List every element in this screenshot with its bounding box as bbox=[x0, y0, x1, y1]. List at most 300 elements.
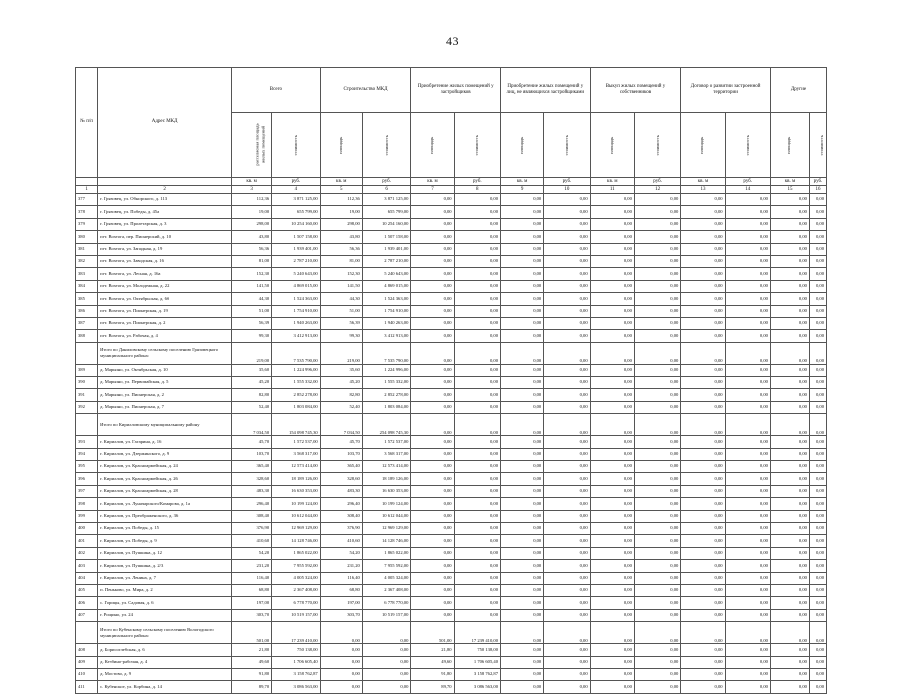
row-value: 0,00 bbox=[725, 485, 770, 497]
row-value: 0,00 bbox=[681, 243, 725, 255]
row-value: 0,00 bbox=[809, 560, 826, 572]
row-value: 1 754 910,00 bbox=[362, 305, 411, 317]
row-value: 68,80 bbox=[232, 584, 272, 596]
row-value: 2 787 210,00 bbox=[272, 255, 321, 267]
row-value: 0,00 bbox=[725, 330, 770, 342]
row-value: 0,00 bbox=[501, 206, 544, 218]
row-value: 0,00 bbox=[634, 206, 680, 218]
row-value: 0,00 bbox=[544, 448, 590, 460]
units-cell: руб. bbox=[544, 178, 590, 186]
row-value: 0,00 bbox=[770, 560, 809, 572]
table-row bbox=[76, 668, 827, 680]
row-number: 405 bbox=[76, 584, 98, 596]
row-value: 91,80 bbox=[411, 668, 454, 680]
table-row bbox=[76, 584, 827, 596]
row-value: 0,00 bbox=[634, 243, 680, 255]
row-number: 404 bbox=[76, 572, 98, 584]
row-value: 0,00 bbox=[725, 231, 770, 243]
row-value: 0,00 bbox=[770, 668, 809, 680]
row-value: 0,00 bbox=[454, 547, 500, 559]
row-value: 219,00 bbox=[232, 342, 272, 364]
row-value: 0,00 bbox=[590, 342, 634, 364]
row-value: 0,00 bbox=[809, 597, 826, 609]
row-value: 0,00 bbox=[501, 389, 544, 401]
header-buyout: Выкуп жилых помещений у собственников bbox=[590, 68, 681, 113]
row-value: 0,00 bbox=[544, 377, 590, 389]
row-value: 0,00 bbox=[590, 461, 634, 473]
row-value: 0,00 bbox=[725, 597, 770, 609]
row-value: 10 519 157,00 bbox=[362, 609, 411, 621]
row-value: 0,00 bbox=[770, 293, 809, 305]
row-value: 10 199 124,00 bbox=[362, 498, 411, 510]
row-value: 483,30 bbox=[232, 485, 272, 497]
row-address: г. Кириллов, ул. Ленина, д. 7 bbox=[98, 572, 232, 584]
row-value: 0,00 bbox=[634, 535, 680, 547]
column-number-cell: 14 bbox=[725, 186, 770, 194]
row-value: 0,00 bbox=[681, 522, 725, 534]
row-value: 303,70 bbox=[320, 609, 362, 621]
row-value: 0,00 bbox=[411, 414, 454, 436]
row-value: 0,00 bbox=[634, 389, 680, 401]
row-value: 1 555 332,00 bbox=[272, 377, 321, 389]
row-value: 0,00 bbox=[809, 401, 826, 413]
row-value: 116,40 bbox=[320, 572, 362, 584]
row-value: 0,00 bbox=[590, 510, 634, 522]
row-value: 197,00 bbox=[320, 597, 362, 609]
row-value: 0,00 bbox=[770, 572, 809, 584]
row-value: 0,00 bbox=[501, 572, 544, 584]
table-row bbox=[76, 609, 827, 621]
row-value: 2 852 278,00 bbox=[272, 389, 321, 401]
column-number-cell: 5 bbox=[320, 186, 362, 194]
row-number: 410 bbox=[76, 668, 98, 680]
row-value: 21,80 bbox=[232, 644, 272, 656]
row-value: 0,00 bbox=[725, 656, 770, 668]
row-value: 0,00 bbox=[454, 597, 500, 609]
table-row bbox=[76, 364, 827, 376]
row-value: 0,00 bbox=[809, 485, 826, 497]
row-value: 17 239 410,00 bbox=[454, 622, 500, 644]
row-value: 0,00 bbox=[681, 364, 725, 376]
row-value: 6 778 770,00 bbox=[362, 597, 411, 609]
row-value: 16 630 353,00 bbox=[272, 485, 321, 497]
row-value: 0,00 bbox=[681, 342, 725, 364]
row-value: 0,00 bbox=[544, 231, 590, 243]
row-value: 0,00 bbox=[501, 547, 544, 559]
row-value: 0,00 bbox=[501, 280, 544, 292]
row-value: 0,00 bbox=[501, 243, 544, 255]
row-value: 0,00 bbox=[501, 668, 544, 680]
row-value: 0,00 bbox=[544, 510, 590, 522]
row-value: 0,00 bbox=[725, 461, 770, 473]
row-value: 0,00 bbox=[411, 498, 454, 510]
row-value: 6 778 770,00 bbox=[272, 597, 321, 609]
row-value: 298,00 bbox=[320, 218, 362, 230]
row-value: 0,00 bbox=[590, 389, 634, 401]
row-value: 2 367 408,00 bbox=[362, 584, 411, 596]
row-address: пгт. Вохтога, ул. Заводская, д. 16 bbox=[98, 255, 232, 267]
row-value: 91,80 bbox=[232, 668, 272, 680]
row-value: 2 787 210,00 bbox=[362, 255, 411, 267]
row-value: 2 852 278,00 bbox=[362, 389, 411, 401]
row-value: 0,00 bbox=[634, 255, 680, 267]
row-value: 0,00 bbox=[681, 597, 725, 609]
row-number: 409 bbox=[76, 656, 98, 668]
row-number: 403 bbox=[76, 560, 98, 572]
row-value: 0,00 bbox=[411, 535, 454, 547]
row-value: 0,00 bbox=[681, 231, 725, 243]
row-value: 0,00 bbox=[454, 389, 500, 401]
row-value: 0,00 bbox=[725, 547, 770, 559]
row-value: 0,00 bbox=[544, 560, 590, 572]
row-value: 0,00 bbox=[681, 461, 725, 473]
row-value: 10 254 160,00 bbox=[272, 218, 321, 230]
row-value: 0,00 bbox=[809, 436, 826, 448]
row-address: г. Кириллов, ул. Пушкина, д. 12 bbox=[98, 547, 232, 559]
row-value: 103,70 bbox=[320, 448, 362, 460]
row-value: 0,00 bbox=[634, 414, 680, 436]
row-value: 0,00 bbox=[320, 622, 362, 644]
subheader-label: стоимость bbox=[563, 134, 569, 156]
row-value: 45,70 bbox=[320, 436, 362, 448]
row-value: 0,00 bbox=[501, 414, 544, 436]
row-address: г. Кириллов, ул. Пушкина, д. 2/3 bbox=[98, 560, 232, 572]
row-value: 0,00 bbox=[501, 609, 544, 621]
column-number-cell: 16 bbox=[809, 186, 826, 194]
row-value: 12 969 129,00 bbox=[272, 522, 321, 534]
row-value: 0,00 bbox=[544, 255, 590, 267]
row-value: 0,00 bbox=[454, 498, 500, 510]
subheader-label: площадь bbox=[429, 136, 435, 154]
row-value: 1 939 401,00 bbox=[272, 243, 321, 255]
table-row bbox=[76, 255, 827, 267]
row-value: 0,00 bbox=[454, 305, 500, 317]
row-value: 0,00 bbox=[501, 448, 544, 460]
row-value: 0,00 bbox=[454, 609, 500, 621]
row-value: 0,00 bbox=[501, 597, 544, 609]
row-value: 0,00 bbox=[411, 206, 454, 218]
row-value: 141,50 bbox=[232, 280, 272, 292]
row-value: 0,00 bbox=[634, 584, 680, 596]
row-value: 1 224 996,00 bbox=[272, 364, 321, 376]
table-row bbox=[76, 317, 827, 329]
row-value: 0,00 bbox=[725, 280, 770, 292]
table-row bbox=[76, 389, 827, 401]
row-number: 386 bbox=[76, 305, 98, 317]
row-number: 406 bbox=[76, 597, 98, 609]
row-value: 10 612 044,00 bbox=[362, 510, 411, 522]
row-value: 0,00 bbox=[809, 389, 826, 401]
row-value: 0,00 bbox=[681, 401, 725, 413]
row-value: 0,00 bbox=[501, 436, 544, 448]
row-number: 379 bbox=[76, 218, 98, 230]
row-value: 43,80 bbox=[320, 231, 362, 243]
row-value: 0,00 bbox=[634, 317, 680, 329]
row-value: 0,00 bbox=[725, 364, 770, 376]
row-value: 0,00 bbox=[590, 231, 634, 243]
row-value: 0,00 bbox=[544, 485, 590, 497]
table-row bbox=[76, 681, 827, 693]
table-row bbox=[76, 280, 827, 292]
subheader-cell bbox=[634, 113, 680, 178]
row-value: 254 098 745,30 bbox=[362, 414, 411, 436]
row-value: 4 005 324,00 bbox=[272, 572, 321, 584]
row-value: 0,00 bbox=[454, 473, 500, 485]
row-value: 501,00 bbox=[232, 622, 272, 644]
row-value: 52,40 bbox=[232, 401, 272, 413]
row-value: 0,00 bbox=[454, 510, 500, 522]
row-value: 0,00 bbox=[544, 401, 590, 413]
row-value: 0,00 bbox=[634, 448, 680, 460]
row-value: 0,00 bbox=[681, 644, 725, 656]
row-value: 0,00 bbox=[809, 218, 826, 230]
row-value: 1 706 605,40 bbox=[272, 656, 321, 668]
row-value: 0,00 bbox=[544, 644, 590, 656]
row-number: 385 bbox=[76, 293, 98, 305]
row-value: 0,00 bbox=[544, 342, 590, 364]
row-value: 0,00 bbox=[411, 609, 454, 621]
row-value: 0,00 bbox=[809, 622, 826, 644]
row-value: 0,00 bbox=[362, 644, 411, 656]
row-value: 0,00 bbox=[411, 293, 454, 305]
row-value: 0,00 bbox=[590, 584, 634, 596]
row-address: пгт. Вохтога, ул. Молодежная, д. 22 bbox=[98, 280, 232, 292]
row-address: г. Кириллов, ул. Красноармейская, д. 28 bbox=[98, 485, 232, 497]
row-address: Итого по Даниловскому сельскому поселению Грязовецкого муниципального района: bbox=[98, 342, 232, 364]
row-value: 0,00 bbox=[681, 498, 725, 510]
row-value: 0,00 bbox=[454, 243, 500, 255]
row-number: 380 bbox=[76, 231, 98, 243]
row-value: 1 803 084,00 bbox=[272, 401, 321, 413]
row-value: 0,00 bbox=[590, 485, 634, 497]
row-value: 0,00 bbox=[634, 609, 680, 621]
subheader-label: стоимость bbox=[744, 134, 750, 156]
row-value: 0,00 bbox=[454, 414, 500, 436]
subheader-cell bbox=[590, 113, 634, 178]
row-value: 4 869 015,00 bbox=[272, 280, 321, 292]
column-number-cell: 10 bbox=[544, 186, 590, 194]
row-value: 0,00 bbox=[770, 401, 809, 413]
row-value: 0,00 bbox=[411, 268, 454, 280]
row-value: 0,00 bbox=[501, 522, 544, 534]
row-value: 0,00 bbox=[590, 255, 634, 267]
relocation-register-table bbox=[75, 67, 827, 694]
row-value: 0,00 bbox=[320, 681, 362, 693]
row-value: 17 239 410,00 bbox=[272, 622, 321, 644]
row-value: 750 138,00 bbox=[272, 644, 321, 656]
row-value: 44,30 bbox=[320, 293, 362, 305]
row-value: 0,00 bbox=[770, 547, 809, 559]
subtotal-row bbox=[76, 622, 827, 644]
row-value: 0,00 bbox=[411, 364, 454, 376]
subheader-label: площадь bbox=[699, 136, 705, 154]
row-value: 328,60 bbox=[232, 473, 272, 485]
row-value: 0,00 bbox=[725, 305, 770, 317]
row-value: 43,80 bbox=[232, 231, 272, 243]
table-row bbox=[76, 572, 827, 584]
row-address: г. Кириллов, ул. Победы, д. 15 bbox=[98, 522, 232, 534]
row-value: 0,00 bbox=[544, 522, 590, 534]
row-address: д. Марьино, ул. Пионерская, д. 7 bbox=[98, 401, 232, 413]
row-value: 0,00 bbox=[725, 668, 770, 680]
table-row bbox=[76, 547, 827, 559]
row-value: 0,00 bbox=[501, 473, 544, 485]
row-number: 391 bbox=[76, 389, 98, 401]
column-number-cell: 12 bbox=[634, 186, 680, 194]
row-value: 0,00 bbox=[411, 231, 454, 243]
row-value: 10 519 157,00 bbox=[272, 609, 321, 621]
row-value: 0,00 bbox=[411, 330, 454, 342]
row-number: 377 bbox=[76, 194, 98, 206]
row-value: 82,80 bbox=[232, 389, 272, 401]
page-number: 43 bbox=[446, 34, 459, 48]
subheader-label: стоимость bbox=[383, 134, 389, 156]
row-address: пгт. Вохтога, пер. Пионерский, д. 10 bbox=[98, 231, 232, 243]
row-value: 1 572 537,00 bbox=[272, 436, 321, 448]
row-value: 0,00 bbox=[411, 461, 454, 473]
row-value: 0,00 bbox=[681, 206, 725, 218]
row-value: 0,00 bbox=[725, 317, 770, 329]
row-value: 0,00 bbox=[411, 389, 454, 401]
row-address: г. Кириллов, ул. Гагарина, д. 16 bbox=[98, 436, 232, 448]
row-value: 0,00 bbox=[770, 268, 809, 280]
row-value: 0,00 bbox=[809, 414, 826, 436]
row-value: 56,39 bbox=[232, 317, 272, 329]
row-value: 7 034,50 bbox=[320, 414, 362, 436]
row-value: 0,00 bbox=[770, 330, 809, 342]
row-value: 0,00 bbox=[454, 584, 500, 596]
row-value: 0,00 bbox=[634, 436, 680, 448]
subheader-cell bbox=[809, 113, 826, 178]
table-row bbox=[76, 498, 827, 510]
row-value: 0,00 bbox=[411, 522, 454, 534]
row-address: пгт. Вохтога, ул. Западная, д. 19 bbox=[98, 243, 232, 255]
row-value: 0,00 bbox=[770, 194, 809, 206]
row-number: 394 bbox=[76, 448, 98, 460]
row-value: 5 240 643,00 bbox=[362, 268, 411, 280]
column-number-cell: 6 bbox=[362, 186, 411, 194]
row-value: 0,00 bbox=[681, 436, 725, 448]
table-row bbox=[76, 473, 827, 485]
row-value: 0,00 bbox=[809, 293, 826, 305]
row-value: 0,00 bbox=[725, 535, 770, 547]
row-value: 0,00 bbox=[634, 342, 680, 364]
row-number: 411 bbox=[76, 681, 98, 693]
row-value: 0,00 bbox=[411, 597, 454, 609]
row-value: 0,00 bbox=[544, 473, 590, 485]
row-value: 82,80 bbox=[320, 389, 362, 401]
row-value: 0,00 bbox=[770, 206, 809, 218]
row-value: 0,00 bbox=[809, 522, 826, 534]
row-value: 0,00 bbox=[411, 547, 454, 559]
row-value: 0,00 bbox=[770, 317, 809, 329]
subtotal-row bbox=[76, 414, 827, 436]
row-value: 365,40 bbox=[320, 461, 362, 473]
row-value: 2 367 408,00 bbox=[272, 584, 321, 596]
row-value: 0,00 bbox=[681, 255, 725, 267]
row-value: 0,00 bbox=[681, 305, 725, 317]
row-value: 0,00 bbox=[770, 342, 809, 364]
row-value: 0,00 bbox=[634, 560, 680, 572]
row-value: 0,00 bbox=[590, 268, 634, 280]
row-number bbox=[76, 622, 98, 644]
row-address: пгт. Вохтога, ул. Пионерская, д. 2 bbox=[98, 317, 232, 329]
row-value: 0,00 bbox=[809, 473, 826, 485]
row-value: 0,00 bbox=[681, 584, 725, 596]
row-value: 0,00 bbox=[770, 218, 809, 230]
units-cell: кв. м bbox=[681, 178, 725, 186]
row-value: 10 254 160,00 bbox=[362, 218, 411, 230]
table-row bbox=[76, 448, 827, 460]
row-value: 3 412 913,00 bbox=[272, 330, 321, 342]
row-value: 7 535 790,00 bbox=[362, 342, 411, 364]
row-value: 7 535 790,00 bbox=[272, 342, 321, 364]
row-value: 0,00 bbox=[544, 622, 590, 644]
row-value: 0,00 bbox=[681, 609, 725, 621]
row-value: 376,90 bbox=[320, 522, 362, 534]
row-number: 387 bbox=[76, 317, 98, 329]
row-number: 399 bbox=[76, 510, 98, 522]
row-value: 3 871 125,00 bbox=[362, 194, 411, 206]
row-value: 328,60 bbox=[320, 473, 362, 485]
row-number: 381 bbox=[76, 243, 98, 255]
row-value: 1 572 537,00 bbox=[362, 436, 411, 448]
row-value: 0,00 bbox=[770, 522, 809, 534]
row-value: 141,50 bbox=[320, 280, 362, 292]
column-number-cell: 4 bbox=[272, 186, 321, 194]
row-value: 0,00 bbox=[809, 668, 826, 680]
row-address: пгт. Вохтога, ул. Октябрьская, д. 6б bbox=[98, 293, 232, 305]
row-value: 0,00 bbox=[809, 317, 826, 329]
row-value: 0,00 bbox=[411, 377, 454, 389]
subheader-cell bbox=[320, 113, 362, 178]
row-value: 0,00 bbox=[725, 609, 770, 621]
row-value: 0,00 bbox=[590, 498, 634, 510]
row-value: 0,00 bbox=[634, 473, 680, 485]
row-value: 0,00 bbox=[544, 243, 590, 255]
header-purchase-non-developers: Приобретение жилых помещений у лиц, не являющихся застройщиками bbox=[501, 68, 591, 113]
row-address: д. Кезбино-рабочая, д. 4 bbox=[98, 656, 232, 668]
row-value: 0,00 bbox=[501, 681, 544, 693]
row-value: 0,00 bbox=[501, 255, 544, 267]
row-value: 0,00 bbox=[362, 668, 411, 680]
row-value: 0,00 bbox=[411, 510, 454, 522]
row-value: 0,00 bbox=[725, 255, 770, 267]
row-number: 392 bbox=[76, 401, 98, 413]
table-row bbox=[76, 436, 827, 448]
row-value: 0,00 bbox=[501, 305, 544, 317]
table-row bbox=[76, 330, 827, 342]
header-total: Всего bbox=[232, 68, 321, 113]
row-value: 308,40 bbox=[232, 510, 272, 522]
row-value: 16 630 353,00 bbox=[362, 485, 411, 497]
row-value: 0,00 bbox=[809, 280, 826, 292]
row-address: д. Марьино, ул. Октябрьская, д. 10 bbox=[98, 364, 232, 376]
row-value: 0,00 bbox=[634, 510, 680, 522]
row-value: 0,00 bbox=[770, 681, 809, 693]
row-value: 49,60 bbox=[232, 656, 272, 668]
row-address: д. Марьино, ул. Первомайская, д. 5 bbox=[98, 377, 232, 389]
row-value: 0,00 bbox=[501, 268, 544, 280]
row-value: 0,00 bbox=[590, 377, 634, 389]
column-number-cell: 8 bbox=[454, 186, 500, 194]
row-value: 0,00 bbox=[809, 342, 826, 364]
row-value: 0,00 bbox=[634, 681, 680, 693]
row-address: г. Кириллов, ул. Преображенского, д. 36 bbox=[98, 510, 232, 522]
row-value: 14 128 746,00 bbox=[272, 535, 321, 547]
subheader-cell bbox=[544, 113, 590, 178]
units-cell: руб. bbox=[725, 178, 770, 186]
